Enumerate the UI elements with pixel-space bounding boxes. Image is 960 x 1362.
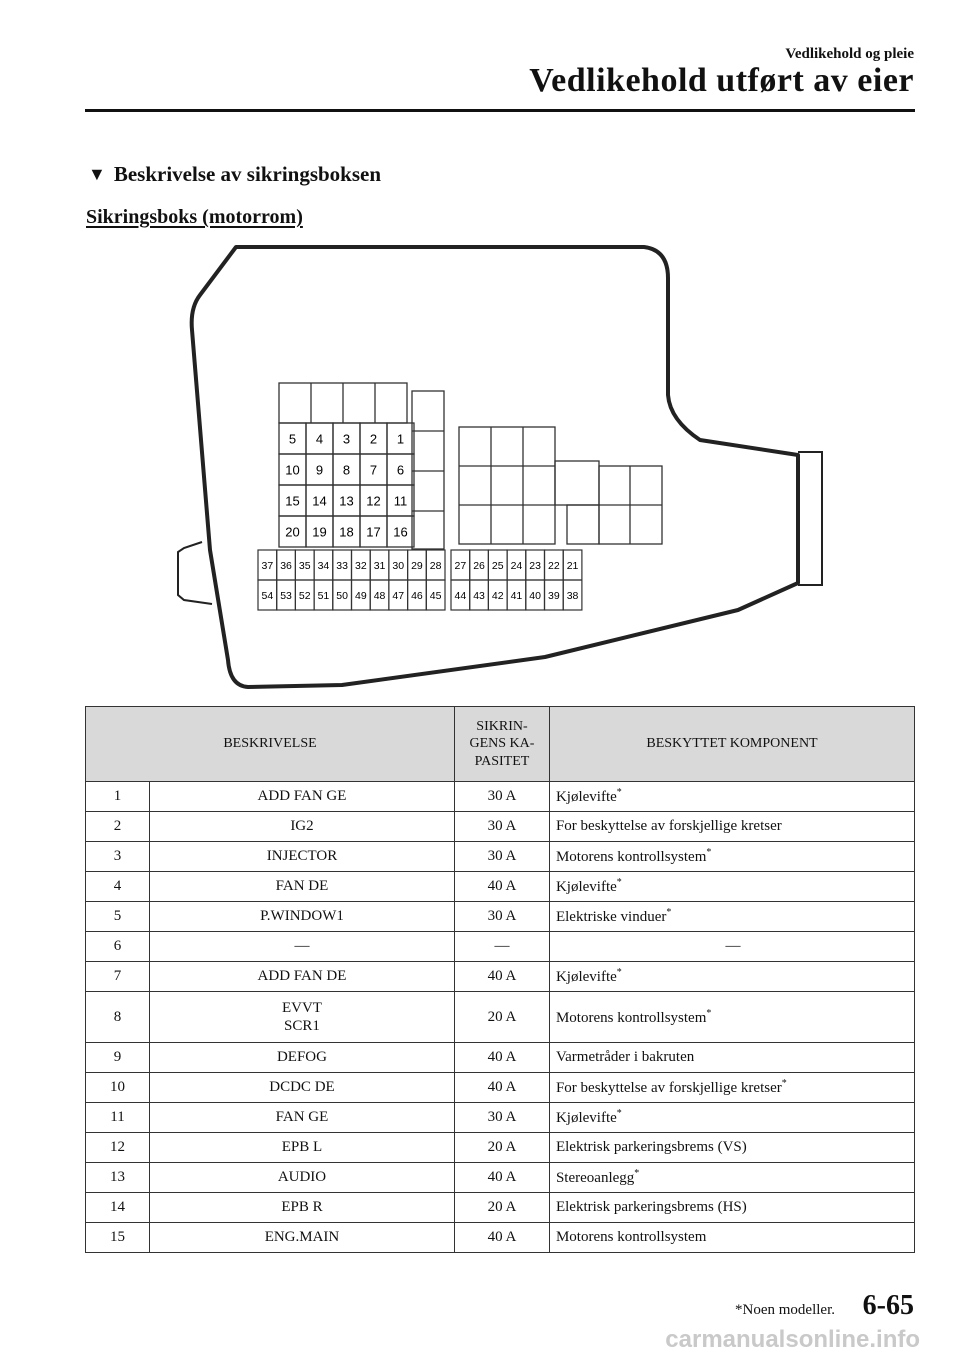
fuse-cell — [333, 423, 360, 454]
mini-fuse-cell — [451, 550, 470, 580]
fuse-number: 44 — [454, 590, 467, 602]
fuse-number: 17 — [366, 524, 381, 540]
table-row — [86, 992, 915, 1043]
table-row — [86, 842, 915, 872]
table-row — [86, 932, 915, 962]
fuse-number: 45 — [429, 590, 442, 602]
mini-fuse-cell — [258, 580, 277, 610]
fuse-cell — [360, 423, 387, 454]
fuse-description-cell: FAN GE — [150, 1103, 455, 1133]
protected-component-cell: Kjølevifte* — [549, 872, 914, 902]
fuse-box-outline — [192, 247, 798, 687]
fuse-number-cell: 6 — [86, 932, 150, 962]
table-row — [86, 1103, 915, 1133]
fuse-description-cell: P.WINDOW1 — [150, 902, 455, 932]
table-row — [86, 1193, 915, 1223]
large-fuse-grid — [279, 423, 414, 547]
fuse-description-cell: FAN DE — [150, 872, 455, 902]
fuse-capacity-cell: 40 A — [454, 1223, 549, 1253]
fuse-capacity-cell: 40 A — [454, 1163, 549, 1193]
mini-fuse-cell — [426, 550, 445, 580]
fuse-number: 50 — [336, 590, 348, 602]
fuse-description-cell: EPB R — [150, 1193, 455, 1223]
table-row — [86, 1043, 915, 1073]
mini-fuse-cell — [370, 550, 389, 580]
fuse-number-cell: 7 — [86, 962, 150, 992]
fuse-number-cell: 13 — [86, 1163, 150, 1193]
header-capacity-line2: GENS KA- — [469, 736, 535, 752]
table-row — [86, 1163, 915, 1193]
fuse-capacity-cell: 20 A — [454, 992, 549, 1043]
mini-fuse-cell — [507, 580, 526, 610]
fuse-description-cell: DEFOG — [150, 1043, 455, 1073]
fuse-cell — [360, 485, 387, 516]
protected-component-cell: Kjølevifte* — [549, 782, 914, 812]
mini-fuse-cell — [333, 550, 352, 580]
protected-component-cell: Motorens kontrollsystem* — [549, 992, 914, 1043]
fuse-cell — [387, 516, 414, 547]
fuse-number: 13 — [339, 493, 354, 509]
fuse-number: 33 — [336, 560, 348, 572]
fuse-description-cell: EVVT SCR1 — [150, 992, 455, 1043]
mini-fuse-cell — [389, 550, 408, 580]
fuse-number: 7 — [369, 462, 378, 478]
protected-component-cell: Varmetråder i bakruten — [549, 1043, 914, 1073]
fuse-number: 29 — [411, 560, 423, 572]
fuse-number: 19 — [312, 524, 327, 540]
mini-fuse-cell — [426, 580, 445, 610]
mini-fuse-cell — [408, 550, 427, 580]
fuse-capacity-cell: 30 A — [454, 902, 549, 932]
footnote: *Noen modeller. — [735, 1302, 835, 1318]
fuse-number-cell: 12 — [86, 1133, 150, 1163]
mini-fuse-cell — [488, 550, 507, 580]
fuse-number: 27 — [454, 560, 467, 572]
fuse-number: 8 — [342, 462, 351, 478]
fuse-number: 34 — [317, 560, 330, 572]
fuse-number: 31 — [373, 560, 386, 572]
mini-fuse-cell — [389, 580, 408, 610]
section-title-text: Beskrivelse av sikringsboksen — [113, 162, 382, 186]
mini-fuse-cell — [526, 550, 545, 580]
mini-fuse-grid — [258, 550, 582, 610]
fuse-description-cell: DCDC DE — [150, 1073, 455, 1103]
fuse-cell — [306, 516, 333, 547]
fuse-number-cell: 3 — [86, 842, 150, 872]
header-capacity-line3: PASITET — [474, 753, 530, 769]
table-row — [86, 782, 915, 812]
fuse-number: 53 — [280, 590, 292, 602]
fuse-number: 26 — [473, 560, 485, 572]
fuse-number-cell: 8 — [86, 992, 150, 1043]
fuse-number: 35 — [298, 560, 311, 572]
fuse-cell — [306, 485, 333, 516]
subsection-title: Sikringsboks (motorrom) — [86, 206, 303, 228]
table-row — [86, 962, 915, 992]
fuse-number-cell: 9 — [86, 1043, 150, 1073]
fuse-capacity-cell: 30 A — [454, 842, 549, 872]
mini-fuse-cell — [545, 580, 564, 610]
header-capacity-line1: SIKRIN- — [476, 718, 528, 734]
mini-fuse-cell — [488, 580, 507, 610]
mini-fuse-cell — [451, 580, 470, 610]
fuse-number: 25 — [491, 560, 504, 572]
page-number: 6-65 — [862, 1290, 914, 1321]
page-title: Vedlikehold utført av eier — [529, 62, 914, 99]
fuse-number: 39 — [548, 590, 560, 602]
fuse-number: 51 — [317, 590, 330, 602]
fuse-number: 38 — [566, 590, 579, 602]
watermark-logo: carmanualsonline.info — [665, 1326, 920, 1353]
fuse-cell — [387, 454, 414, 485]
mini-fuse-cell — [314, 550, 333, 580]
fuse-number: 3 — [342, 431, 351, 447]
triangle-bullet-icon: ▼ — [88, 164, 106, 184]
fuse-number: 32 — [355, 560, 367, 572]
fuse-description-cell: IG2 — [150, 812, 455, 842]
mini-fuse-cell — [295, 550, 314, 580]
header-capacity — [454, 707, 549, 782]
fuse-capacity-cell: 30 A — [454, 782, 549, 812]
chapter-label: Vedlikehold og pleie — [785, 46, 914, 62]
fuse-number: 6 — [396, 462, 405, 478]
fuse-description-cell: ADD FAN GE — [150, 782, 455, 812]
fuse-cell — [360, 516, 387, 547]
fuse-description-cell: EPB L — [150, 1133, 455, 1163]
fuse-box-notch-right — [798, 452, 822, 585]
fuse-description-cell: ADD FAN DE — [150, 962, 455, 992]
fuse-number: 47 — [392, 590, 405, 602]
fuse-number-cell: 1 — [86, 782, 150, 812]
fuse-number: 5 — [288, 431, 297, 447]
fuse-number: 41 — [510, 590, 523, 602]
fuse-capacity-cell: 40 A — [454, 1073, 549, 1103]
mini-fuse-cell — [563, 580, 582, 610]
fuse-cell — [279, 454, 306, 485]
fuse-number: 1 — [396, 431, 405, 447]
fuse-table-body — [86, 782, 915, 1253]
mini-fuse-cell — [408, 580, 427, 610]
fuse-capacity-cell: — — [454, 932, 549, 962]
fuse-number: 43 — [473, 590, 485, 602]
table-row — [86, 872, 915, 902]
mini-fuse-cell — [563, 550, 582, 580]
fuse-capacity-cell: 20 A — [454, 1193, 549, 1223]
fuse-number: 9 — [315, 462, 324, 478]
table-row — [86, 812, 915, 842]
fuse-number: 46 — [411, 590, 423, 602]
fuse-number: 18 — [339, 524, 354, 540]
fuse-capacity-cell: 40 A — [454, 1043, 549, 1073]
fuse-cell — [387, 485, 414, 516]
fuse-number-cell: 14 — [86, 1193, 150, 1223]
fuse-number: 10 — [285, 462, 300, 478]
fuse-cell — [279, 485, 306, 516]
fuse-description-cell: ENG.MAIN — [150, 1223, 455, 1253]
fuse-description-cell: AUDIO — [150, 1163, 455, 1193]
fuse-number-cell: 10 — [86, 1073, 150, 1103]
fuse-capacity-cell: 30 A — [454, 812, 549, 842]
fuse-number-cell: 2 — [86, 812, 150, 842]
protected-component-cell: Stereoanlegg* — [549, 1163, 914, 1193]
fuse-cell — [360, 454, 387, 485]
mini-fuse-cell — [470, 550, 489, 580]
fuse-number-cell: 4 — [86, 872, 150, 902]
fuse-number: 20 — [285, 524, 300, 540]
fuse-number: 49 — [355, 590, 367, 602]
fuse-description-cell: — — [150, 932, 455, 962]
mini-fuse-cell — [314, 580, 333, 610]
fuse-number: 14 — [312, 493, 327, 509]
protected-component-cell: Kjølevifte* — [549, 962, 914, 992]
fuse-capacity-cell: 40 A — [454, 962, 549, 992]
fuse-cell — [333, 454, 360, 485]
fuse-description-cell: INJECTOR — [150, 842, 455, 872]
protected-component-cell: Elektriske vinduer* — [549, 902, 914, 932]
fuse-cell — [333, 516, 360, 547]
fuse-number: 30 — [392, 560, 405, 572]
fuse-number: 23 — [529, 560, 541, 572]
table-row — [86, 1073, 915, 1103]
mini-fuse-cell — [295, 580, 314, 610]
fuse-table — [85, 706, 915, 1253]
fuse-cell — [279, 516, 306, 547]
fuse-number: 52 — [298, 590, 311, 602]
table-row — [86, 1223, 915, 1253]
fuse-cell — [279, 423, 306, 454]
mini-fuse-cell — [526, 580, 545, 610]
mini-fuse-cell — [277, 550, 296, 580]
fuse-cell — [306, 423, 333, 454]
fuse-cell — [387, 423, 414, 454]
fuse-number: 2 — [369, 431, 378, 447]
fuse-number: 42 — [491, 590, 504, 602]
fuse-number: 40 — [529, 590, 541, 602]
mini-fuse-cell — [333, 580, 352, 610]
fuse-number: 11 — [393, 493, 408, 509]
fuse-number-cell: 5 — [86, 902, 150, 932]
fuse-number: 12 — [366, 493, 381, 509]
fuse-number: 22 — [548, 560, 560, 572]
protected-component-cell: For beskyttelse av forskjellige kretser* — [549, 1073, 914, 1103]
fuse-box-notch-left — [178, 542, 212, 604]
table-row — [86, 1133, 915, 1163]
protected-component-cell: Motorens kontrollsystem* — [549, 842, 914, 872]
fuse-cell — [306, 454, 333, 485]
mini-fuse-cell — [470, 580, 489, 610]
protected-component-cell: For beskyttelse av forskjellige kretser — [549, 812, 914, 842]
protected-component-cell: Kjølevifte* — [549, 1103, 914, 1133]
protected-component-cell: — — [549, 932, 914, 962]
mini-fuse-cell — [352, 580, 371, 610]
fuse-number: 15 — [285, 493, 300, 509]
mini-fuse-cell — [370, 580, 389, 610]
fuse-capacity-cell: 40 A — [454, 872, 549, 902]
fuse-number: 54 — [261, 590, 274, 602]
fuse-number: 16 — [393, 524, 408, 540]
fuse-number: 48 — [373, 590, 386, 602]
header-component: BESKYTTET KOMPONENT — [549, 707, 914, 782]
protected-component-cell: Motorens kontrollsystem — [549, 1223, 914, 1253]
fuse-number: 28 — [429, 560, 442, 572]
mini-fuse-cell — [258, 550, 277, 580]
mini-fuse-cell — [352, 550, 371, 580]
table-row — [86, 902, 915, 932]
fuse-capacity-cell: 20 A — [454, 1133, 549, 1163]
fuse-capacity-cell: 30 A — [454, 1103, 549, 1133]
fuse-number: 37 — [261, 560, 274, 572]
fuse-number-cell: 15 — [86, 1223, 150, 1253]
fuse-number: 24 — [510, 560, 523, 572]
fuse-number: 4 — [315, 431, 324, 447]
fuse-number: 36 — [280, 560, 292, 572]
mini-fuse-cell — [277, 580, 296, 610]
fuse-cell — [333, 485, 360, 516]
fuse-number-cell: 11 — [86, 1103, 150, 1133]
protected-component-cell: Elektrisk parkeringsbrems (HS) — [549, 1193, 914, 1223]
fuse-number: 21 — [566, 560, 579, 572]
protected-component-cell: Elektrisk parkeringsbrems (VS) — [549, 1133, 914, 1163]
mini-fuse-cell — [507, 550, 526, 580]
header-description: BESKRIVELSE — [86, 707, 455, 782]
mini-fuse-cell — [545, 550, 564, 580]
